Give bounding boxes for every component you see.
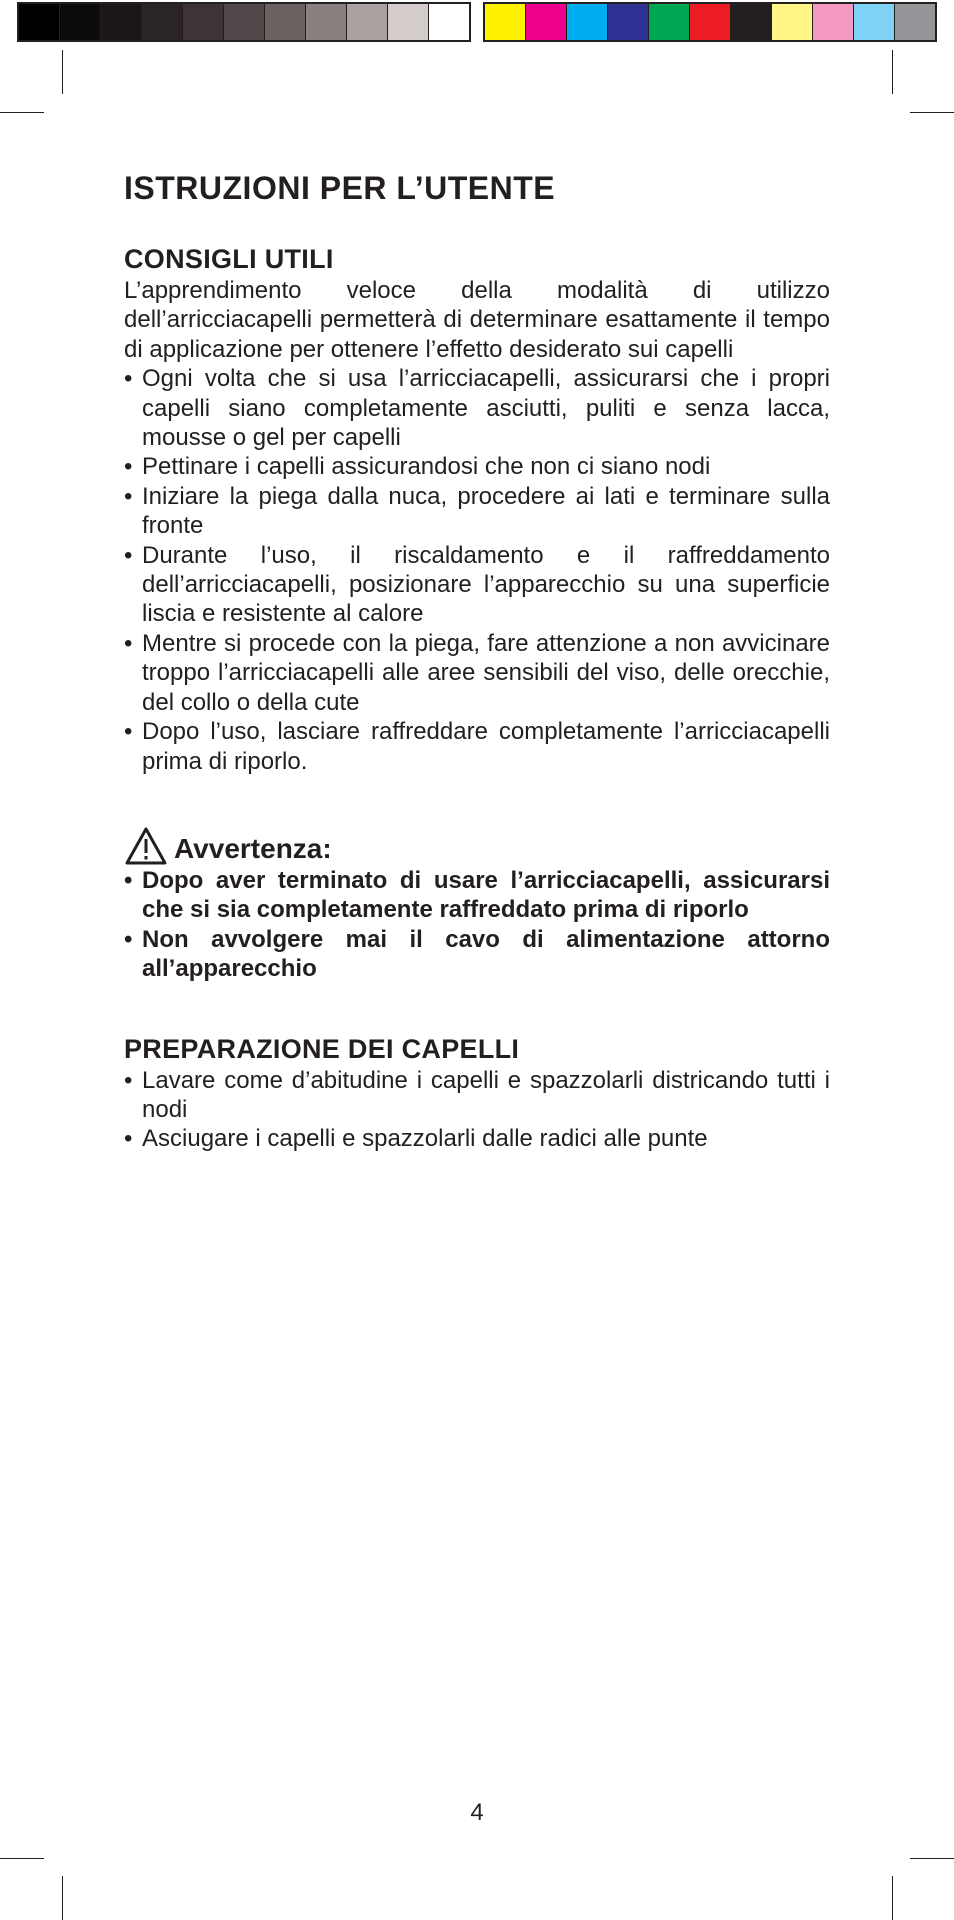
list-item: • Durante l’uso, il riscaldamento e il raffreddamento dell’arricciacapelli, posizionare l’apparecchio su una superficie liscia e resistente al calore xyxy=(124,541,830,629)
list-item: • Non avvolgere mai il cavo di alimentazione attorno all’apparecchio xyxy=(124,925,830,984)
document-body xyxy=(124,166,830,1154)
warning-triangle-icon xyxy=(124,826,168,866)
color-swatch xyxy=(895,4,935,40)
warning-title: Avvertenza: xyxy=(174,832,332,864)
color-swatch xyxy=(485,4,526,40)
color-swatch xyxy=(142,4,183,40)
color-swatch xyxy=(608,4,649,40)
warning-header xyxy=(124,822,830,866)
crop-mark xyxy=(892,50,893,94)
crop-mark xyxy=(62,1876,63,1920)
grayscale-calibration-bar xyxy=(17,2,471,42)
warning-list xyxy=(124,866,830,984)
color-swatch xyxy=(429,4,469,40)
list-item: • Dopo l’uso, lasciare raffreddare completamente l’arricciacapelli prima di riporlo. xyxy=(124,717,830,776)
color-swatch xyxy=(224,4,265,40)
color-swatch xyxy=(388,4,429,40)
color-swatch xyxy=(101,4,142,40)
list-item: • Pettinare i capelli assicurandosi che non ci siano nodi xyxy=(124,452,830,481)
crop-mark xyxy=(0,112,44,113)
tips-list xyxy=(124,364,830,776)
color-swatch xyxy=(347,4,388,40)
color-calibration-bar xyxy=(483,2,937,42)
page-number: 4 xyxy=(470,1799,484,1826)
color-swatch xyxy=(567,4,608,40)
list-item: • Ogni volta che si usa l’arricciacapelli, assicurarsi che i propri capelli siano completamente asciutti, puliti e senza lacca, mousse o gel per capelli xyxy=(124,364,830,452)
preparation-heading: PREPARAZIONE DEI CAPELLI xyxy=(124,1033,520,1064)
list-item: • Iniziare la piega dalla nuca, procedere ai lati e terminare sulla fronte xyxy=(124,482,830,541)
color-swatch xyxy=(731,4,772,40)
preparation-section xyxy=(124,1032,830,1154)
tips-intro: L’apprendimento veloce della modalità di utilizzo dell’arricciacapelli permetterà di determinare esattamente il tempo di applicazione per ottenere l’effetto desiderato sui capelli xyxy=(124,277,830,363)
color-swatch xyxy=(183,4,224,40)
color-swatch xyxy=(854,4,895,40)
color-swatch xyxy=(60,4,101,40)
color-swatch xyxy=(772,4,813,40)
color-swatch xyxy=(19,4,60,40)
crop-mark xyxy=(892,1876,893,1920)
color-swatch xyxy=(526,4,567,40)
crop-mark xyxy=(910,1858,954,1859)
list-item: • Mentre si procede con la piega, fare attenzione a non avvicinare troppo l’arricciacapelli alle aree sensibili del viso, delle orecchie, del collo o della cute xyxy=(124,629,830,717)
crop-mark xyxy=(62,50,63,94)
color-swatch xyxy=(690,4,731,40)
color-swatch xyxy=(649,4,690,40)
list-item: • Asciugare i capelli e spazzolarli dalle radici alle punte xyxy=(124,1124,830,1153)
color-swatch xyxy=(813,4,854,40)
crop-mark xyxy=(0,1858,44,1859)
list-item: • Dopo aver terminato di usare l’arricciacapelli, assicurarsi che si sia completamente raffreddato prima di riporlo xyxy=(124,866,830,925)
list-item: • Lavare come d’abitudine i capelli e spazzolarli districando tutti i nodi xyxy=(124,1066,830,1125)
crop-mark xyxy=(910,112,954,113)
color-swatch xyxy=(306,4,347,40)
preparation-list xyxy=(124,1066,830,1154)
color-swatch xyxy=(265,4,306,40)
page-title: ISTRUZIONI PER L’UTENTE xyxy=(124,170,556,206)
tips-heading: CONSIGLI UTILI xyxy=(124,244,334,274)
